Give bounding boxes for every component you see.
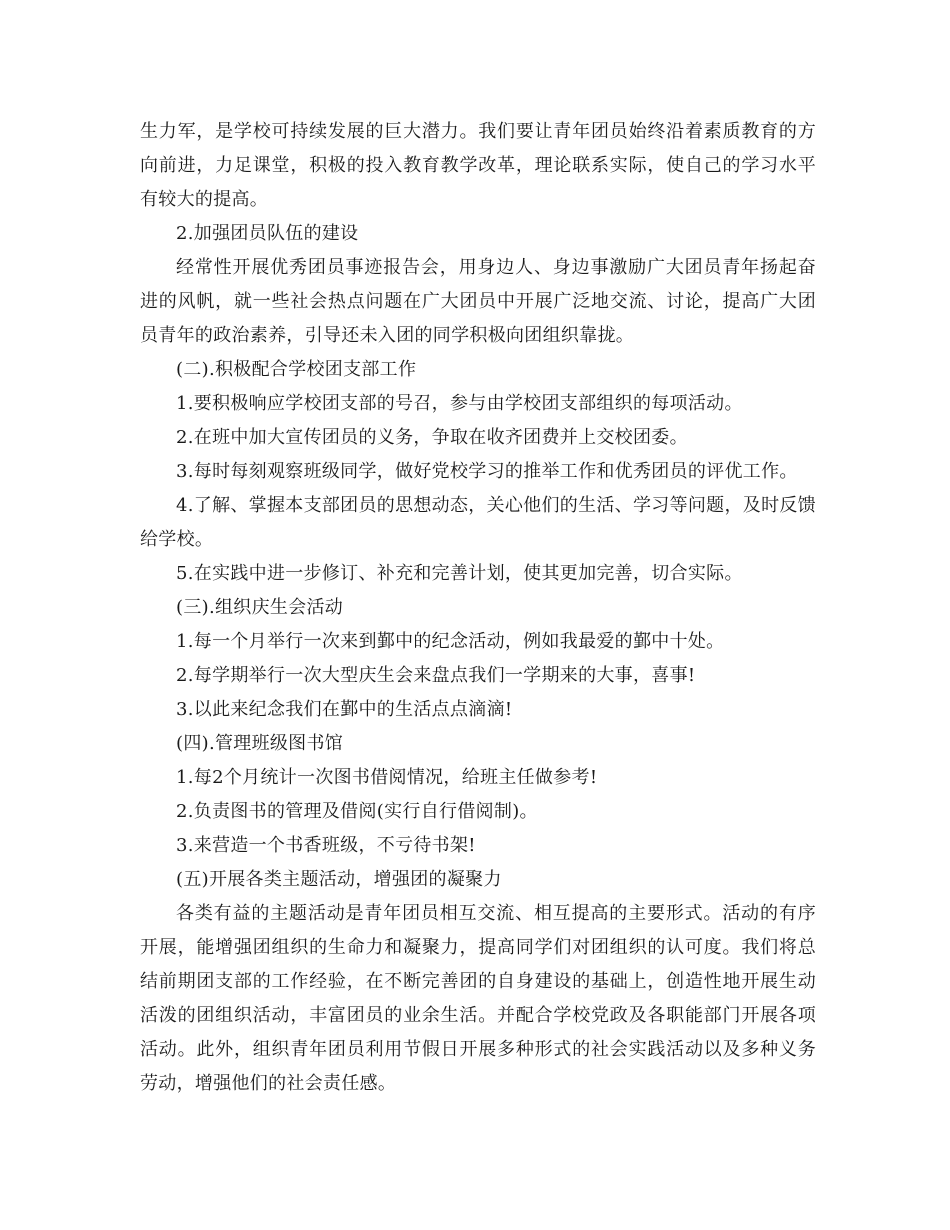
document-page bbox=[140, 115, 816, 1101]
heading-section-3: (三).组织庆生会活动 bbox=[176, 597, 344, 618]
list-item: 2.每学期举行一次大型庆生会来盘点我们一学期来的大事，喜事! bbox=[176, 665, 696, 686]
list-item: 3.每时每刻观察班级同学，做好党校学习的推举工作和优秀团员的评优工作。 bbox=[176, 461, 798, 482]
list-item: 4.了解、掌握本支部团员的思想动态，关心他们的生活、学习等问题，及时反馈给学校。 bbox=[140, 495, 816, 550]
list-item: 5.在实践中进一步修订、补充和完善计划，使其更加完善，切合实际。 bbox=[176, 563, 743, 584]
list-item: 1.每2个月统计一次图书借阅情况，给班主任做参考! bbox=[176, 767, 598, 788]
list-item: 3.来营造一个书香班级，不亏待书架! bbox=[176, 835, 476, 856]
list-item: 3.以此来纪念我们在鄞中的生活点点滴滴! bbox=[176, 699, 513, 720]
paragraph-theme-activities: 各类有益的主题活动是青年团员相互交流、相互提高的主要形式。活动的有序开展，能增强团组织的生命力和凝聚力，提高同学们对团组织的认可度。我们将总结前期团支部的工作经验，在不断完善团的自身建设的基础上，创造性地开展生动活泼的团组织活动，丰富团员的业余生活。并配合学校党政及各职能部门开展各项活动。此外，组织青年团员利用节假日开展多种形式的社会实践活动以及多种义务劳动，增强他们的社会责任感。 bbox=[140, 903, 816, 1094]
paragraph-continuation: 生力军，是学校可持续发展的巨大潜力。我们要让青年团员始终沿着素质教育的方向前进，力足课堂，积极的投入教育教学改革，理论联系实际，使自己的学习水平有较大的提高。 bbox=[140, 121, 816, 210]
paragraph-team-reports: 经常性开展优秀团员事迹报告会，用身边人、身边事激励广大团员青年扬起奋进的风帆，就一些社会热点问题在广大团员中开展广泛地交流、讨论，提高广大团员青年的政治素养，引导还未入团的同学积极向团组织靠拢。 bbox=[140, 257, 816, 346]
heading-section-4: (四).管理班级图书馆 bbox=[176, 733, 344, 754]
heading-section-2: (二).积极配合学校团支部工作 bbox=[176, 359, 417, 380]
list-item: 1.每一个月举行一次来到鄞中的纪念活动，例如我最爱的鄞中十处。 bbox=[176, 631, 725, 652]
heading-section-5: (五)开展各类主题活动，增强团的凝聚力 bbox=[176, 869, 502, 890]
heading-strengthen-team: 2.加强团员队伍的建设 bbox=[176, 223, 359, 244]
list-item: 2.负责图书的管理及借阅(实行自行借阅制)。 bbox=[176, 801, 538, 822]
list-item: 2.在班中加大宣传团员的义务，争取在收齐团费并上交校团委。 bbox=[176, 427, 688, 448]
list-item: 1.要积极响应学校团支部的号召，参与由学校团支部组织的每项活动。 bbox=[176, 393, 743, 414]
